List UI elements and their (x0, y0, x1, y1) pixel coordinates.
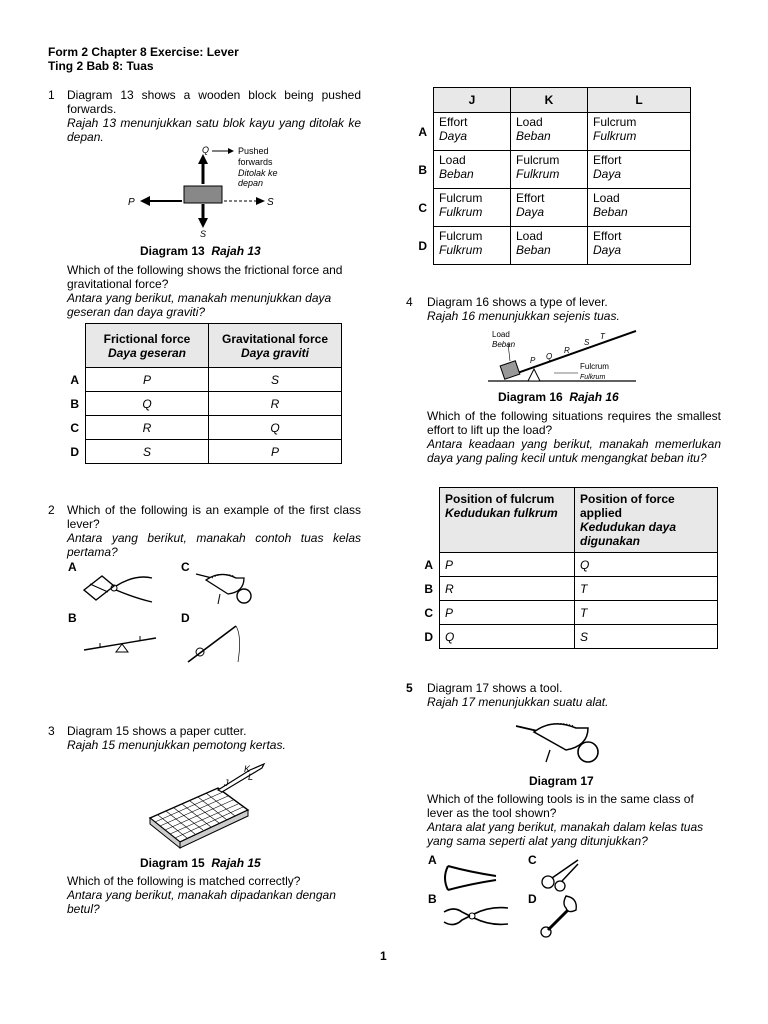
label-s-bottom: S (200, 229, 207, 239)
label-pushed: Pushed (238, 146, 269, 156)
table-row[interactable]: B R T (416, 577, 718, 601)
question-text: Diagram 17 shows a tool. (427, 681, 563, 695)
label-beban: Beban (492, 340, 516, 349)
pliers-icon (80, 568, 156, 608)
table-header: Position of force applied Kedudukan daya digunakan (575, 488, 718, 553)
label-load: Load (492, 330, 510, 339)
question-text-malay: Antara alat yang berikut, manakah dalam kelas tuas yang sama seperti alat yang ditunjukkan? (427, 820, 704, 848)
diagram-16-lever (484, 327, 640, 385)
wheelbarrow-icon (512, 716, 612, 766)
label-p: P (128, 197, 135, 208)
tongs-icon (440, 856, 500, 898)
question-3-stem (67, 724, 361, 752)
question-number: 1 (48, 88, 55, 102)
label-k: K (244, 764, 251, 774)
table-row[interactable]: D Fulcrum Fulkrum Load Beban Effort Daya (410, 227, 691, 265)
caption-diagram-17: Diagram 17 (529, 774, 594, 788)
worksheet-title-malay: Ting 2 Bab 8: Tuas (48, 59, 154, 73)
table-row[interactable]: D S P (60, 440, 342, 464)
caption-diagram-15: Diagram 15 Rajah 15 (140, 856, 261, 870)
question-text-malay: Rajah 16 menunjukkan sejenis tuas. (427, 309, 620, 323)
answer-table-q4 (416, 487, 718, 649)
question-text: Diagram 13 shows a wooden block being pushed forwards. (67, 88, 361, 116)
question-text-malay: Antara yang berikut, manakah contoh tuas kelas pertama? (67, 531, 361, 559)
table-row[interactable]: A P Q (416, 553, 718, 577)
answer-table-q1 (60, 323, 342, 464)
caption-diagram-13: Diagram 13 Rajah 13 (140, 244, 261, 258)
question-5-stem (427, 681, 721, 709)
label-forwards: forwards (238, 157, 273, 167)
question-number: 5 (406, 681, 413, 695)
wooden-block (184, 186, 222, 203)
label-l: L (248, 772, 254, 782)
option-d-label[interactable]: D (181, 611, 190, 625)
option-d-label[interactable]: D (528, 892, 537, 906)
label-s-right: S (267, 197, 274, 208)
question-text: Which of the following situations requires the smallest effort to lift up the load? (427, 409, 721, 437)
option-b-label[interactable]: B (428, 892, 437, 906)
label-ditolak: Ditolak ke (238, 168, 278, 178)
table-row[interactable]: A Effort Daya Load Beban Fulcrum Fulkrum (410, 113, 691, 151)
option-c-label[interactable]: C (181, 560, 190, 574)
table-header: Gravitational force Daya graviti (209, 324, 342, 368)
question-number: 4 (406, 295, 413, 309)
table-row[interactable]: B Q R (60, 392, 342, 416)
seesaw-icon (80, 626, 160, 656)
table-header: K (511, 88, 588, 113)
question-text-malay: Antara yang berikut, manakah dipadankan dengan betul? (67, 888, 336, 916)
option-a-label[interactable]: A (428, 853, 437, 867)
bottle-opener-icon (538, 892, 582, 940)
label-j: J (224, 778, 229, 788)
table-header: L (588, 88, 691, 113)
question-text-malay: Rajah 17 menunjukkan suatu alat. (427, 695, 609, 709)
label-s: S (584, 338, 590, 347)
option-b-label[interactable]: B (68, 611, 77, 625)
table-row[interactable]: C R Q (60, 416, 342, 440)
option-c-label[interactable]: C (528, 853, 537, 867)
question-text: Which of the following is matched correctly? (67, 874, 301, 888)
question-number: 3 (48, 724, 55, 738)
table-header: Position of fulcrum Kedudukan fulkrum (440, 488, 575, 553)
question-text-malay: Rajah 13 menunjukkan satu blok kayu yang ditolak ke depan. (67, 116, 361, 144)
label-p: P (530, 356, 536, 365)
label-depan: depan (238, 178, 264, 188)
question-text: Which of the following tools is in the same class of lever as the tool shown? (427, 792, 694, 820)
table-row[interactable]: C Fulcrum Fulkrum Effort Daya Load Beban (410, 189, 691, 227)
label-fulcrum: Fulcrum (580, 362, 609, 371)
question-text: Which of the following shows the frictional force and gravitational force? (67, 263, 343, 291)
diagram-13-wooden-block (120, 140, 290, 240)
option-a-label[interactable]: A (68, 560, 77, 574)
table-header: J (434, 88, 511, 113)
worksheet-title: Form 2 Chapter 8 Exercise: Lever (48, 45, 239, 59)
question-text: Which of the following is an example of the first class lever? (67, 503, 361, 531)
question-text-malay: Antara yang berikut, manakah menunjukkan daya geseran dan daya graviti? (67, 291, 332, 319)
question-text-malay: Antara keadaan yang berikut, manakah memerlukan daya yang paling kecil untuk mengangkat beban itu? (427, 437, 721, 465)
wheelbarrow-icon (192, 568, 264, 608)
table-row[interactable]: C P T (416, 601, 718, 625)
answer-table-q3 (410, 87, 691, 265)
question-text: Diagram 16 shows a type of lever. (427, 295, 608, 309)
question-3-prompt (67, 874, 361, 916)
label-t: T (600, 332, 605, 341)
table-header: Frictional force Daya geseran (86, 324, 209, 368)
diagram-15-paper-cutter (140, 758, 280, 850)
scissors-icon (538, 856, 582, 892)
question-5-prompt (427, 792, 721, 848)
table-row[interactable]: A P S (60, 368, 342, 392)
pliers-icon (440, 898, 510, 934)
label-fulkrum: Fulkrum (580, 374, 606, 381)
question-number: 2 (48, 503, 55, 517)
page-number: 1 (380, 949, 387, 963)
caption-diagram-16: Diagram 16 Rajah 16 (498, 390, 619, 404)
question-text-malay: Rajah 15 menunjukkan pemotong kertas. (67, 738, 286, 752)
question-4-prompt (427, 409, 721, 465)
question-text: Diagram 15 shows a paper cutter. (67, 724, 247, 738)
question-4-stem (427, 295, 721, 323)
question-1-stem (67, 88, 361, 144)
question-1-prompt (67, 263, 361, 319)
question-2-stem (67, 503, 361, 559)
fishing-rod-icon (186, 622, 246, 666)
label-r: R (564, 346, 570, 355)
label-q: Q (546, 352, 553, 361)
table-row[interactable]: B Load Beban Fulcrum Fulkrum Effort Daya (410, 151, 691, 189)
label-q: Q (202, 145, 210, 155)
table-row[interactable]: D Q S (416, 625, 718, 649)
